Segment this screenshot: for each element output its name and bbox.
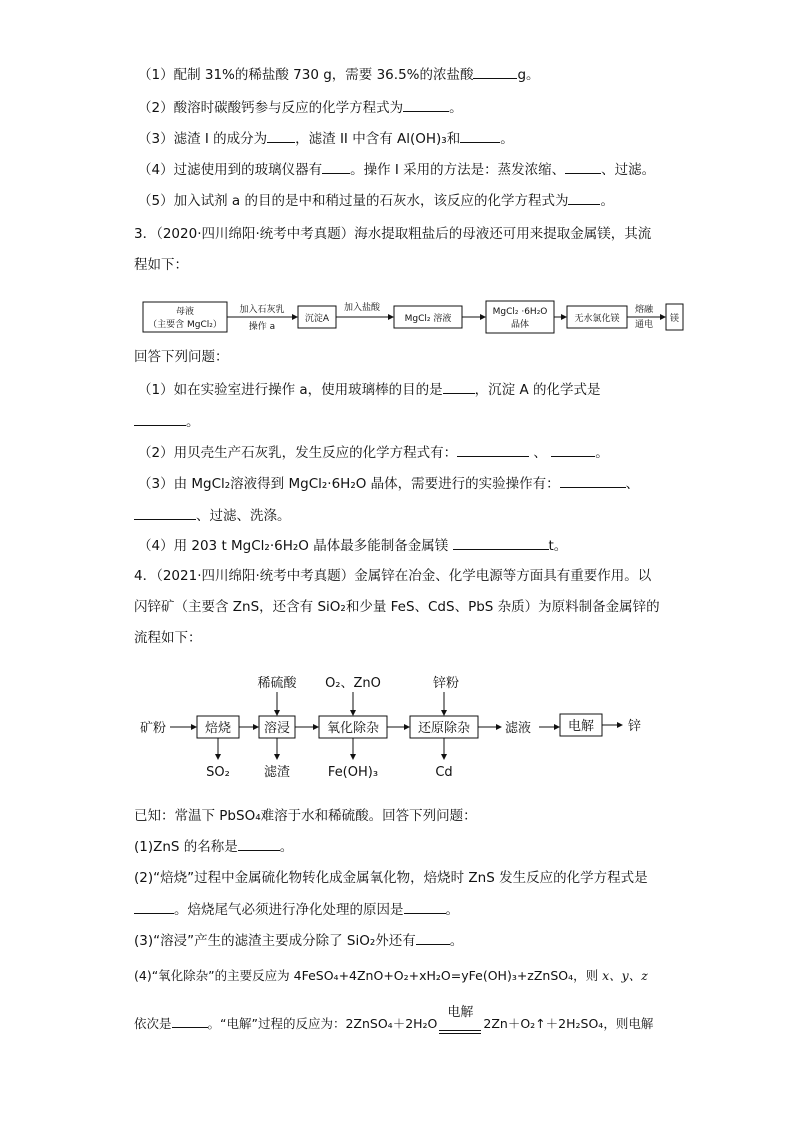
answer-blank[interactable] <box>134 411 186 426</box>
q4-part2: (2)“焙烧”过程中金属硫化物转化成金属氧化物，焙烧时 ZnS 发生反应的化学方程式是 <box>134 870 648 886</box>
q3-part3 <box>138 473 639 494</box>
arrowhead <box>496 724 502 730</box>
flow-reagent-dilute-h2so4: 稀硫酸 <box>257 676 297 691</box>
answer-blank[interactable] <box>565 159 601 174</box>
arrowhead <box>404 724 410 730</box>
text: 。 <box>445 902 459 918</box>
text: g。 <box>517 67 540 83</box>
flow-box-hydrate-label2: 晶体 <box>510 320 530 330</box>
text: （2）用贝壳生产石灰乳，发生反应的化学方程式有： <box>138 445 458 461</box>
flow-output-feoh3: Fe(OH)₃ <box>327 765 379 780</box>
arrowhead <box>191 724 197 730</box>
q-prev-part4 <box>138 159 655 180</box>
answer-blank[interactable] <box>460 128 500 143</box>
text: （1）如在实验室进行操作 a，使用玻璃棒的目的是 <box>138 382 443 398</box>
arrowhead <box>561 314 567 320</box>
arrowhead <box>617 722 623 728</box>
q3-heading-line2: 程如下： <box>134 257 188 273</box>
arrowhead <box>660 314 666 320</box>
answer-blank[interactable] <box>551 442 595 457</box>
arrowhead <box>480 314 486 320</box>
answer-blank[interactable] <box>453 535 549 550</box>
q4-known: 已知：常温下 PbSO₄难溶于水和稀硫酸。回答下列问题： <box>134 808 477 824</box>
answer-blank[interactable] <box>560 473 626 488</box>
text: 、 <box>625 476 640 492</box>
q3-part2 <box>138 442 609 463</box>
text: 。“电解”过程的反应为：2ZnSO₄＋2H₂O <box>207 1016 438 1031</box>
q3-intro: 回答下列问题： <box>134 349 229 365</box>
flow-reagent-zinc-powder: 锌粉 <box>432 676 460 691</box>
text: (4)“氧化除杂”的主要反应为 4FeSO₄+4ZnO+O₂+xH₂O=yFe(OH)₃+zZnSO₄，则 <box>134 968 599 983</box>
answer-blank[interactable] <box>134 505 196 520</box>
q4-part5 <box>134 1005 654 1034</box>
text: （4）用 203 t MgCl₂·6H₂O 晶体最多能制备金属镁 <box>138 538 449 554</box>
flow-arrow-label-top: 熔融 <box>634 305 654 315</box>
text: 。 <box>279 839 294 855</box>
q4-heading-line3: 流程如下： <box>134 630 202 646</box>
answer-blank[interactable] <box>403 97 449 112</box>
flow-box-hydrate-label1: MgCl₂ ·6H₂O <box>492 307 548 317</box>
text: 。 <box>449 933 464 949</box>
arrowhead <box>388 314 394 320</box>
text: t。 <box>548 538 568 554</box>
text: 。操作 I 采用的方法是：蒸发浓缩、 <box>350 162 566 178</box>
flow-arrow-label-top: 加入盐酸 <box>343 303 381 313</box>
q4-part4 <box>134 966 648 986</box>
arrowhead <box>292 314 298 320</box>
answer-blank[interactable] <box>267 128 295 143</box>
q-prev-part5 <box>138 190 614 211</box>
flow-box-magnesium-label: 镁 <box>669 314 680 324</box>
flow-output-cd: Cd <box>435 765 453 780</box>
arrowhead <box>350 710 356 716</box>
flow-box-anhydrous-mgcl2-label: 无水氯化镁 <box>574 314 620 324</box>
flow-arrow-label-bottom: 操作 a <box>248 322 276 332</box>
flow-box-precipitate-a-label: 沉淀A <box>304 314 330 324</box>
text: 依次是 <box>134 1016 172 1031</box>
q3-flowchart <box>140 296 685 340</box>
q4-part3 <box>134 930 463 951</box>
flow-reagent-o2-zno: O₂、ZnO <box>325 676 381 691</box>
arrowhead <box>554 724 560 730</box>
q-prev-part3 <box>138 128 514 149</box>
answer-blank[interactable] <box>238 836 280 851</box>
q3-heading-line1: 3．（2020·四川绵阳·统考中考真题）海水提取粗盐后的母液还可用来提取金属镁，其流 <box>134 226 652 242</box>
flow-box-mother-liquor-label2: （主要含 MgCl₂） <box>148 320 222 330</box>
q3-part1 <box>138 379 600 400</box>
flow-box-oxidation-label: 氧化除杂 <box>326 721 380 736</box>
equals-sign <box>439 1030 481 1034</box>
answer-blank[interactable] <box>134 899 174 914</box>
q4-heading-line2: 闪锌矿（主要含 ZnS，还含有 SiO₂和少量 FeS、CdS、PbS 杂质）为原料制备金属锌的 <box>134 599 660 615</box>
arrowhead <box>274 754 280 760</box>
q3-part1-cont <box>134 411 200 432</box>
reaction-condition <box>437 1005 483 1034</box>
text: （3）由 MgCl₂溶液得到 MgCl₂·6H₂O 晶体，需要进行的实验操作有： <box>138 476 560 492</box>
text: (3)“溶浸”产生的滤渣主要成分除了 SiO₂外还有 <box>134 933 416 949</box>
text: 。 <box>600 193 614 209</box>
text: (1)ZnS 的名称是 <box>134 839 238 855</box>
q4-part2-cont <box>134 899 459 920</box>
flow-box-roasting-label: 焙烧 <box>204 721 232 736</box>
text: 。焙烧尾气必须进行净化处理的原因是 <box>174 902 404 918</box>
text: 。 <box>186 414 200 430</box>
answer-blank[interactable] <box>473 64 517 79</box>
text: 。 <box>449 100 463 116</box>
arrowhead <box>215 754 221 760</box>
flow-box-mother-liquor-label1: 母液 <box>175 307 195 317</box>
flow-product-zinc: 锌 <box>628 719 642 734</box>
flow-box-electrolysis-label: 电解 <box>567 719 595 734</box>
text: （4）过滤使用到的玻璃仪器有 <box>138 162 323 178</box>
text: 、 <box>533 445 547 461</box>
answer-blank[interactable] <box>457 442 529 457</box>
variables: x、y、z <box>602 968 648 983</box>
text: 。 <box>595 445 609 461</box>
text: ，沉淀 A 的化学式是 <box>474 382 601 398</box>
text: 2Zn＋O₂↑＋2H₂SO₄，则电解 <box>483 1016 654 1031</box>
arrowhead <box>441 754 447 760</box>
q4-heading-line1: 4．（2021·四川绵阳·统考中考真题）金属锌在冶金、化学电源等方面具有重要作用。以 <box>134 568 652 584</box>
text: ，滤渣 II 中含有 Al(OH)₃和 <box>295 131 461 147</box>
q4-flowchart <box>136 670 666 785</box>
text: （1）配制 31%的稀盐酸 730 g，需要 36.5%的浓盐酸 <box>138 67 474 83</box>
text: 、过滤、洗涤。 <box>196 508 291 524</box>
answer-blank[interactable] <box>172 1013 208 1028</box>
answer-blank[interactable] <box>416 930 450 945</box>
arrowhead <box>313 724 319 730</box>
flow-arrow-label-top: 加入石灰乳 <box>239 305 285 315</box>
answer-blank[interactable] <box>322 159 350 174</box>
text: 、过滤。 <box>601 162 656 178</box>
flow-output-so2: SO₂ <box>206 765 230 780</box>
arrowhead <box>274 710 280 716</box>
answer-blank[interactable] <box>443 379 475 394</box>
q4-part1 <box>134 836 293 857</box>
text: 。 <box>500 131 514 147</box>
q3-part3-cont <box>134 505 291 526</box>
arrowhead <box>441 710 447 716</box>
condition-electrolysis: 电解 <box>447 1005 474 1020</box>
flow-box-mgcl2-solution-label: MgCl₂ 溶液 <box>404 314 452 324</box>
text: （2）酸溶时碳酸钙参与反应的化学方程式为 <box>138 100 404 116</box>
flow-box-leaching-label: 溶浸 <box>263 721 291 736</box>
arrowhead <box>253 724 259 730</box>
q3-part4 <box>138 535 567 556</box>
answer-blank[interactable] <box>568 190 600 205</box>
q-prev-part1 <box>138 64 540 85</box>
text: （3）滤渣 I 的成分为 <box>138 131 268 147</box>
flow-output-residue: 滤渣 <box>263 765 291 780</box>
answer-blank[interactable] <box>404 899 446 914</box>
flow-box-reduction-label: 还原除杂 <box>417 721 471 736</box>
flow-arrow-label-bottom: 通电 <box>634 320 654 330</box>
flow-input-ore: 矿粉 <box>140 721 167 736</box>
arrowhead <box>350 754 356 760</box>
flow-filtrate: 滤液 <box>505 721 532 736</box>
q-prev-part2 <box>138 97 463 118</box>
text: （5）加入试剂 a 的目的是中和稍过量的石灰水，该反应的化学方程式为 <box>138 193 569 209</box>
